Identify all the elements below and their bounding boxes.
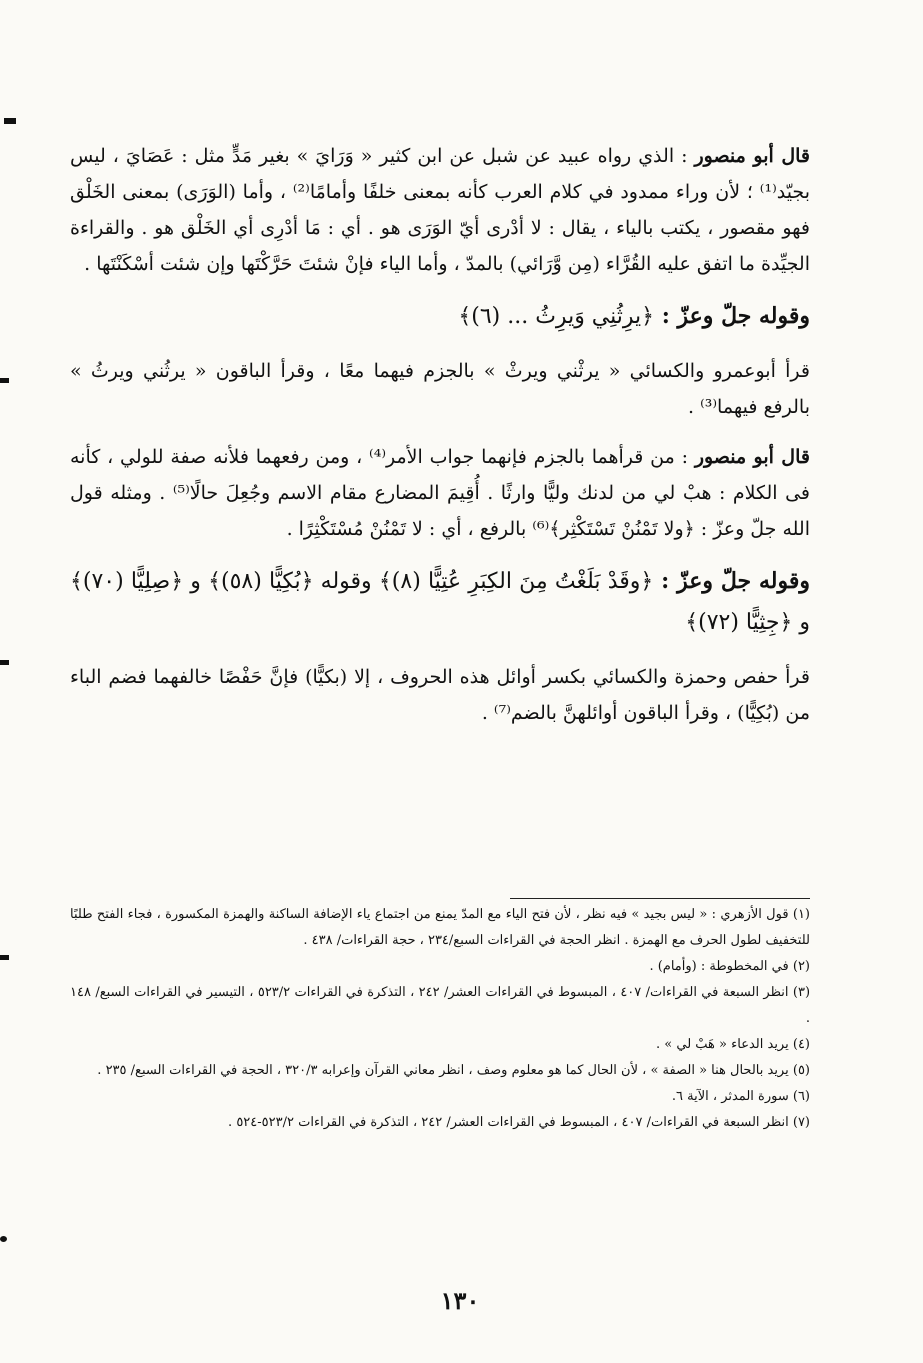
paragraph-lead: قال أبو منصور <box>694 145 811 167</box>
paragraph-2 <box>70 353 810 425</box>
heading-label: وقوله جلّ وعزّ : <box>661 568 810 594</box>
paragraph-4 <box>70 659 810 731</box>
verse-heading-2 <box>70 561 810 643</box>
paragraph-1 <box>70 138 810 282</box>
heading-label: وقوله جلّ وعزّ : <box>661 303 810 329</box>
footnote-5: (٥) يريد بالحال هنا « الصفة » ، لأن الحال كما هو معلوم وصف ، انظر معاني القرآن وإعرابه ٣٢٠/٣ ، الحجة في القراءات السبع/ ٢٣٥ . <box>97 1063 810 1078</box>
footnote-4: (٤) يريد الدعاء « هَبْ لي » . <box>656 1037 810 1052</box>
verse-heading-1 <box>70 296 810 337</box>
margin-mark <box>0 1236 7 1242</box>
paragraph-text: : الذي رواه عبيد عن شبل عن ابن كثير « وَرَايَ » بغير مَدٍّ مثل : عَصَايَ ، ليس بجيّد⁽¹⁾ ؛ لأن وراء ممدود في كلام العرب كأنه بمعنى خلفًا وأمامًا⁽²⁾ ، وأما (الوَرَى) بمعنى الخَلْق فهو مقصور ، يكتب بالياء ، يقال : لا أدْرى أيّ الوَرَى هو . أي : مَا أدْرِى أي الخَلْق هو . والقراءة الجيِّدة ما اتفق عليه القُرَّاء (مِن وَّرَائي) بالمدّ ، وأما الياء فإنْ شئتَ حَرَّكْتَها وإن شئت أسْكَنْتَها . <box>70 145 810 275</box>
footnote-7: (٧) انظر السبعة في القراءات/ ٤٠٧ ، المبسوط في القراءات العشر/ ٢٤٢ ، التذكرة في القراءات ٥٢٣/٢-٥٢٤ . <box>228 1115 810 1130</box>
paragraph-lead: قال أبو منصور <box>694 446 810 468</box>
paragraph-text: قرأ أبوعمرو والكسائي « يرثْني ويرثْ » بالجزم فيهما معًا ، وقرأ الباقون « يرثُني ويرثُ » بالرفع فيهما⁽³⁾ . <box>70 360 810 418</box>
margin-mark <box>0 955 9 960</box>
margin-mark <box>0 378 9 383</box>
footnotes <box>70 902 810 1136</box>
footnote-1: (١) قول الأزهري : « ليس بجيد » فيه نظر ، لأن فتح الياء مع المدّ يمنع من اجتماع ياء الإضافة الساكنة والهمزة المكسورة ، فجاء الفتح طلبًا للتخفيف لطول الحرف مع الهمزة . انظر الحجة في القراءات السبع/٢٣٤ ، حجة القراءات/ ٤٣٨ . <box>70 907 810 948</box>
margin-mark <box>0 660 9 665</box>
verse-text: ﴿وقَدْ بَلَغْتُ مِنَ الكِبَرِ عُتِيًّا (٨)﴾ وقوله ﴿بُكِيًّا (٥٨)﴾ و ﴿صِلِيًّا (٧٠)﴾ و ﴿جِثِيًّا (٧٢)﴾ <box>70 569 810 635</box>
footnote-3: (٣) انظر السبعة في القراءات/ ٤٠٧ ، المبسوط في القراءات العشر/ ٢٤٢ ، التذكرة في القراءات ٥٢٣/٢ ، التيسير في القراءات السبع/ ١٤٨ . <box>70 985 811 1026</box>
verse-text: ﴿يرِثُنِي وَيرِثُ ... (٦)﴾ <box>458 304 655 329</box>
footnote-2: (٢) في المخطوطة : (وأمام) . <box>649 959 810 974</box>
main-text <box>70 138 810 745</box>
footnote-divider <box>510 898 810 899</box>
margin-mark <box>4 118 16 124</box>
paragraph-text: قرأ حفص وحمزة والكسائي بكسر أوائل هذه الحروف ، إلا (بكيًّا) فإنَّ حَفْصًا خالفهما فضم الباء من (بُكِيًّا) ، وقرأ الباقون أوائلهنَّ بالضم⁽⁷⁾ . <box>70 666 810 724</box>
footnote-6: (٦) سورة المدثر ، الآية ٦. <box>671 1089 810 1104</box>
paragraph-3 <box>70 439 810 547</box>
paragraph-text: : من قرأهما بالجزم فإنهما جواب الأمر⁽⁴⁾ ، ومن رفعهما فلأنه صفة للولي ، كأنه فى الكلام : هبْ لي من لدنك وليًّا وارثًا . أُقِيمَ المضارع مقام الاسم وجُعِلَ حالًا⁽⁵⁾ . ومثله قول الله جلّ وعزّ : ﴿ولا تَمْنُنْ تَسْتَكْثِر﴾⁽⁶⁾ بالرفع ، أي : لا تَمْنُنْ مُسْتَكْثِرًا . <box>70 446 810 540</box>
page-number: ١٣٠ <box>440 1286 480 1315</box>
